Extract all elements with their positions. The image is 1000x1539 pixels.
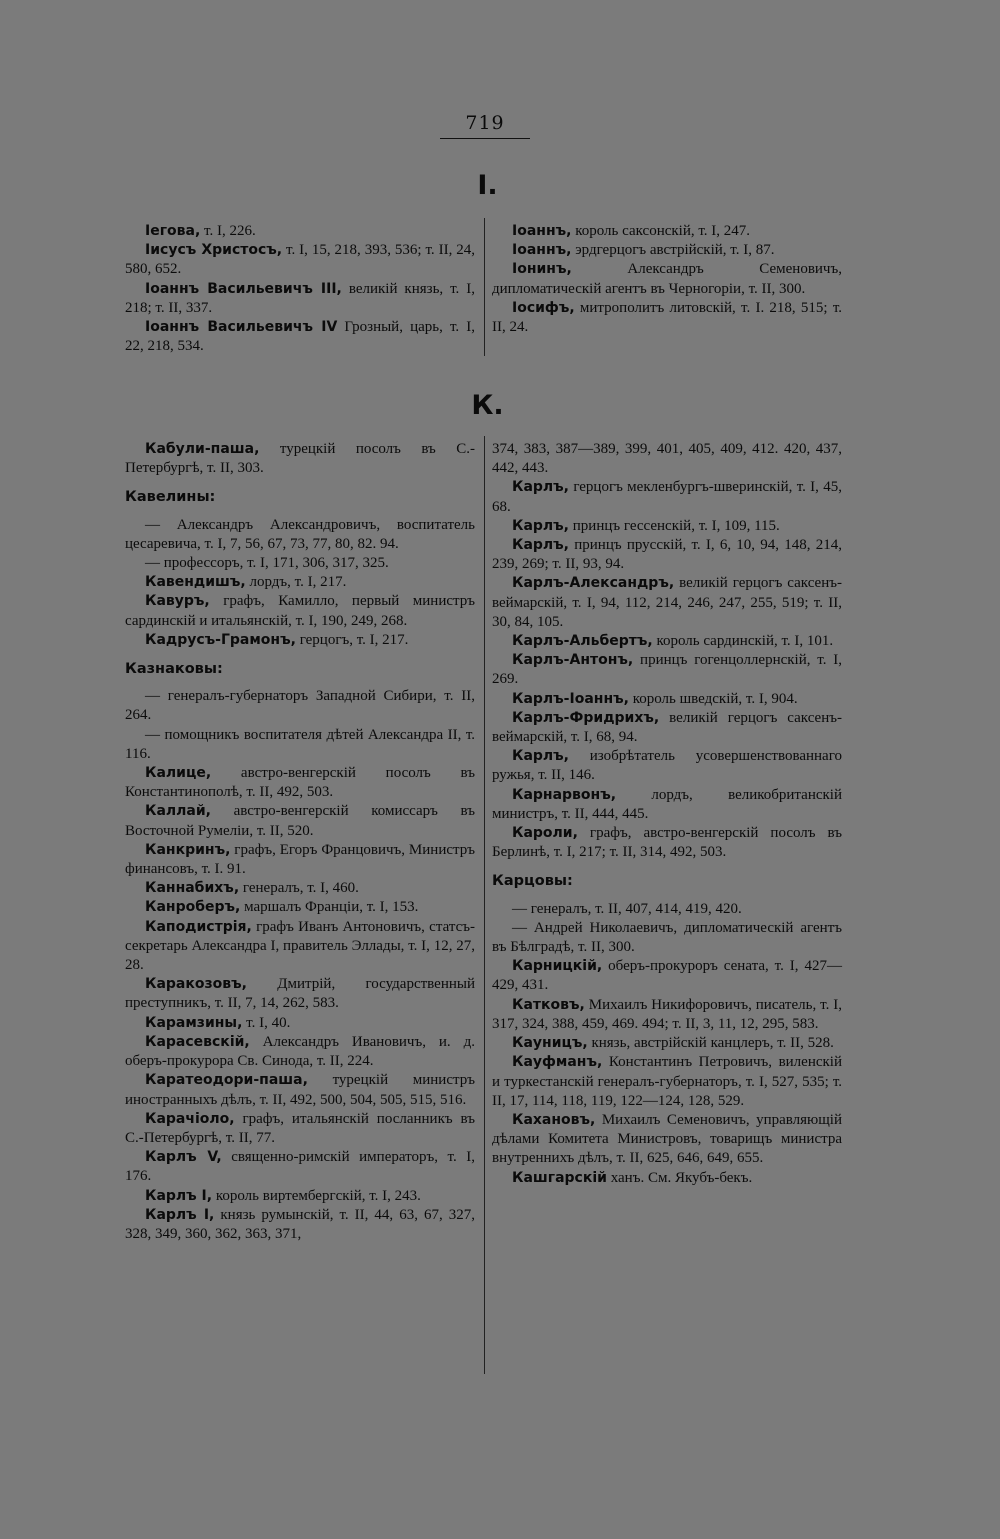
entry-references: герцогъ мекленбургъ-шверинскiй, т. I, 45, 68. — [492, 479, 842, 515]
index-entry — [125, 1148, 475, 1186]
entry-references: графъ, итальянскiй посланникъ въ С.-Петербургѣ, т. II, 77. — [125, 1110, 475, 1146]
entry-references: митрополитъ литовскiй, т. I. 218, 515; т. II, 24. — [492, 299, 842, 336]
index-entry — [125, 573, 475, 592]
entry-references: принцъ прусскiй, т. I, 6, 10, 94, 148, 214, 239, 269; т. II, 93, 94. — [492, 537, 842, 573]
entry-references: — Александръ Александровичъ, воспитатель цесаревича, т. I, 7, 56, 67, 73, 77, 80, 82. 94. — [125, 516, 475, 552]
index-entry — [492, 536, 842, 574]
entry-name: Кадрусъ-Грамонъ, — [145, 631, 296, 648]
entry-references: турецкiй посолъ въ С.-Петербургѣ, т. II, 303. — [125, 441, 475, 477]
index-entry — [125, 898, 475, 917]
index-entry — [125, 554, 475, 573]
entry-references: Александръ Ивановичъ, и. д. оберъ-прокурора Св. Синода, т. II, 224. — [125, 1033, 475, 1070]
entry-references: австро-венгерскiй комиссаръ въ Восточной Румелiи, т. II, 520. — [125, 803, 475, 839]
entry-name: Карлъ-Александръ, — [512, 575, 675, 592]
entry-references: маршалъ Францiи, т. I, 153. — [240, 899, 419, 916]
index-entry — [125, 802, 475, 840]
index-entry — [492, 632, 842, 651]
index-entry — [125, 1071, 475, 1109]
column-divider-i — [484, 218, 485, 356]
entry-references: король шведскiй, т. I, 904. — [628, 690, 798, 707]
entry-references: священно-римскiй императоръ, т. I, 176. — [125, 1149, 475, 1185]
entry-name: Кауфманъ, — [512, 1054, 603, 1071]
section-k-right-column — [492, 440, 842, 1188]
entry-references: Константинъ Петровичъ, виленскiй и туркестанскiй генералъ-губернаторъ, т. I, 527, 535; т. II, 17, 114, 118, 119, 122—124, 128, 529. — [492, 1054, 842, 1109]
entry-name: Карлъ I, — [145, 1187, 213, 1204]
entry-references: Михаилъ Семеновичъ, управляющiй дѣлами Комитета Министровъ, товарищъ министра внутреннихъ дѣлъ, т. II, 625, 646, 649, 655. — [492, 1111, 842, 1167]
index-entry — [492, 1034, 842, 1053]
entry-name: Кавуръ, — [145, 593, 210, 610]
entry-references: графъ, Камилло, первый министръ сардинскiй и итальянскiй, т. I, 190, 249, 268. — [125, 593, 475, 629]
index-entry — [492, 651, 842, 689]
entry-name: Канроберъ, — [145, 899, 241, 916]
entry-name: Карлъ-Фридрихъ, — [512, 709, 660, 726]
index-entry — [492, 1111, 842, 1169]
section-i-left-column — [125, 222, 475, 356]
section-i-right-column — [492, 222, 842, 337]
entry-name: Калице, — [145, 765, 212, 782]
section-letter-k: К. — [471, 390, 504, 421]
entry-references: герцогъ, т. I, 217. — [295, 631, 409, 648]
entry-references: лордъ, т. I, 217. — [245, 574, 347, 591]
index-entry — [125, 1206, 475, 1244]
index-entry — [492, 919, 842, 957]
index-entry — [125, 318, 475, 356]
index-entry — [492, 786, 842, 824]
page-number-rule — [440, 138, 530, 139]
index-entry — [125, 879, 475, 898]
index-entry — [492, 824, 842, 862]
index-entry — [492, 900, 842, 919]
entry-name: Iоаннъ Васильевичъ IV — [145, 319, 338, 336]
entry-name: Карамзины, — [145, 1014, 243, 1031]
entry-references: князь, австрiйскiй канцлеръ, т. II, 528. — [587, 1035, 834, 1052]
entry-references: графъ, Егоръ Францовичъ, Министръ финансовъ, т. I. 91. — [125, 841, 475, 878]
index-entry — [492, 574, 842, 632]
index-entry — [492, 517, 842, 536]
index-entry — [125, 841, 475, 879]
family-heading: Казнаковы: — [125, 661, 223, 678]
entry-references: эрдгерцогъ австрiйскiй, т. I, 87. — [571, 242, 775, 259]
entry-references: — генералъ, т. II, 407, 414, 419, 420. — [512, 900, 742, 917]
entry-name: Карлъ-Iоаннъ, — [512, 690, 629, 707]
index-entry — [125, 592, 475, 630]
index-entry — [125, 918, 475, 976]
entry-references: Грозный, царь, т. I, 22, 218, 534. — [125, 319, 475, 355]
entry-name: Iосифъ, — [512, 299, 575, 316]
entry-name: Iоаннъ, — [512, 242, 572, 259]
index-entry — [492, 299, 842, 337]
entry-name: Каракозовъ, — [145, 976, 247, 993]
entry-name: Карлъ, — [512, 517, 570, 534]
index-entry — [125, 1187, 475, 1206]
entry-references: великiй герцогъ саксенъ-веймарскiй, т. I, 68, 94. — [492, 709, 842, 746]
entry-name: Карницкiй, — [512, 958, 603, 975]
index-entry — [492, 996, 842, 1034]
entry-name: Кавендишъ, — [145, 574, 246, 591]
index-entry — [125, 1110, 475, 1148]
entry-references: Михаилъ Никифоровичъ, писатель, т. I, 317, 324, 388, 459, 469. 494; т. II, 3, 11, 12, 295, 583. — [492, 996, 842, 1032]
section-letter-i: I. — [477, 170, 498, 201]
index-entry — [125, 687, 475, 725]
entry-name: Карлъ, — [512, 537, 570, 554]
entry-references: король виртембергскiй, т. I, 243. — [212, 1187, 421, 1204]
entry-references: изобрѣтатель усовершенствованнаго ружья, т. II, 146. — [492, 748, 842, 784]
entry-references: лордъ, великобританскiй министръ, т. II, 444, 445. — [492, 786, 842, 822]
entry-references: король саксонскiй, т. I, 247. — [571, 223, 751, 239]
index-entry — [492, 747, 842, 785]
entry-references: ханъ. См. Якубъ-бекъ. — [606, 1169, 753, 1186]
entry-references: — генералъ-губернаторъ Западной Сибири, т. II, 264. — [125, 688, 475, 724]
entry-name: Кауницъ, — [512, 1035, 588, 1052]
entry-name: Канкринъ, — [145, 841, 231, 858]
index-entry — [492, 260, 842, 298]
entry-references: т. I, 15, 218, 393, 536; т. II, 24, 580, 652. — [125, 242, 475, 278]
entry-name: Карасевскiй, — [145, 1033, 250, 1050]
entry-name: Карлъ, — [512, 748, 570, 765]
entry-references: Дмитрiй, государственный преступникъ, т. II, 7, 14, 262, 583. — [125, 976, 475, 1012]
family-heading: Кавелины: — [125, 489, 216, 506]
family-heading: Карцовы: — [492, 873, 573, 890]
entry-name: Iегова, — [145, 223, 201, 239]
entry-name: Катковъ, — [512, 996, 585, 1013]
entry-references: великiй князь, т. I, 218; т. II, 337. — [125, 280, 475, 316]
entry-references: — помощникъ воспитателя дѣтей Александра II, т. 116. — [125, 726, 475, 762]
index-entry — [125, 440, 475, 478]
index-entry — [125, 222, 475, 241]
section-k-left-column — [125, 440, 475, 1244]
entry-name: Карачiоло, — [145, 1110, 235, 1127]
entry-references: — профессоръ, т. I, 171, 306, 317, 325. — [145, 555, 389, 572]
index-entry — [125, 1033, 475, 1071]
entry-references: — Андрей Николаевичъ, дипломатическiй агентъ въ Бѣлградѣ, т. II, 300. — [492, 919, 842, 956]
index-entry — [125, 764, 475, 802]
index-entry — [125, 280, 475, 318]
index-entry-continuation: 374, 383, 387—389, 399, 401, 405, 409, 412. 420, 437, 442, 443. — [492, 441, 842, 477]
entry-name: Iоаннъ, — [512, 223, 572, 239]
index-entry — [492, 478, 842, 516]
entry-name: Iоаннъ Васильевичъ III, — [145, 280, 342, 297]
index-entry — [125, 726, 475, 764]
index-entry — [125, 1014, 475, 1033]
entry-name: Карнарвонъ, — [512, 786, 617, 803]
index-entry — [125, 516, 475, 554]
entry-name: Карлъ V, — [145, 1149, 222, 1166]
entry-references: т. I, 40. — [242, 1014, 291, 1031]
index-entry — [492, 222, 842, 241]
index-entry — [125, 631, 475, 650]
entry-references: король сардинскiй, т. I, 101. — [652, 633, 834, 650]
entry-references: принцъ гогенцоллернскiй, т. I, 269. — [492, 652, 842, 688]
entry-name: Каратеодори-паша, — [145, 1072, 308, 1089]
entry-name: Каподистрiя, — [145, 918, 252, 935]
entry-name: Iонинъ, — [512, 261, 572, 278]
entry-references: великiй герцогъ саксенъ-веймарскiй, т. I, 94, 112, 214, 246, 247, 255, 519; т. II, 30, 84, 105. — [492, 575, 842, 630]
entry-name: Кахановъ, — [512, 1111, 596, 1128]
entry-name: Iисусъ Христосъ, — [145, 242, 283, 259]
index-entry — [125, 241, 475, 279]
entry-references: принцъ гессенскiй, т. I, 109, 115. — [569, 517, 780, 534]
index-entry — [125, 975, 475, 1013]
entry-references: оберъ-прокуроръ сената, т. I, 427—429, 431. — [492, 958, 842, 994]
entry-references: князь румынскiй, т. II, 44, 63, 67, 327, 328, 349, 360, 362, 363, 371, — [125, 1206, 475, 1242]
entry-references: австро-венгерскiй посолъ въ Константинополѣ, т. II, 492, 503. — [125, 765, 475, 801]
entry-references: генералъ, т. I, 460. — [239, 880, 359, 897]
entry-name: Каннабихъ, — [145, 880, 240, 897]
entry-name: Карлъ-Альбертъ, — [512, 633, 653, 650]
entry-name: Карлъ I, — [145, 1206, 215, 1223]
entry-references: графъ Иванъ Антоновичъ, статсъ-секретарь Александра I, правитель Эллады, т. I, 12, 27, 28. — [125, 918, 475, 974]
entry-references: Александръ Семеновичъ, дипломатическiй агентъ въ Черногорiи, т. II, 300. — [492, 261, 842, 297]
index-entry — [492, 690, 842, 709]
index-entry — [492, 709, 842, 747]
index-entry — [492, 1169, 842, 1188]
entry-name: Кароли, — [512, 825, 578, 842]
index-entry — [492, 241, 842, 260]
entry-references: графъ, австро-венгерскiй посолъ въ Берлинѣ, т. I, 217; т. II, 314, 492, 503. — [492, 825, 842, 861]
page-number: 719 — [465, 112, 505, 134]
entry-name: Кабули-паша, — [145, 441, 260, 457]
entry-references: турецкiй министръ иностранныхъ дѣлъ, т. II, 492, 500, 504, 505, 515, 516. — [125, 1072, 475, 1108]
index-entry — [492, 957, 842, 995]
entry-name: Карлъ, — [512, 479, 570, 496]
index-entry — [492, 1053, 842, 1111]
entry-name: Каллай, — [145, 803, 211, 820]
entry-name: Карлъ-Антонъ, — [512, 652, 634, 669]
entry-name: Кашгарскiй — [512, 1169, 607, 1186]
entry-references: т. I, 226. — [200, 223, 256, 239]
column-divider-k — [484, 436, 485, 1374]
